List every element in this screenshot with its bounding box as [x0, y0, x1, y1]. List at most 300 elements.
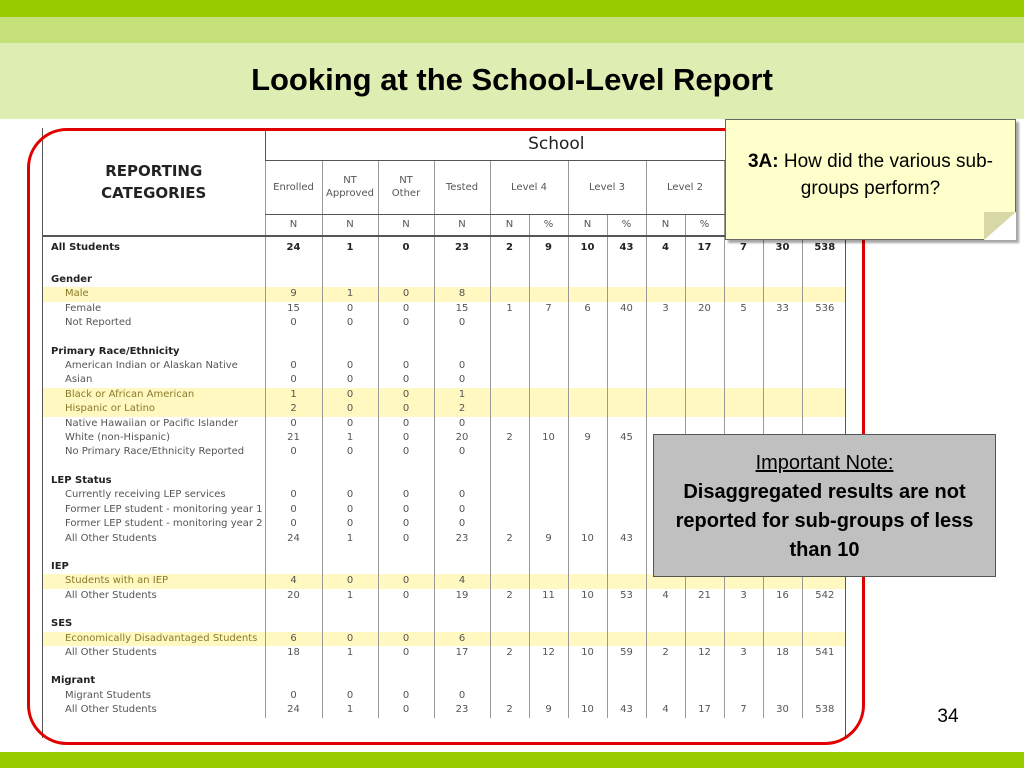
row-label: No Primary Race/Ethnicity Reported [65, 446, 245, 458]
table-cell [685, 373, 724, 387]
row-label: All Other Students [65, 589, 157, 601]
row-label [43, 546, 265, 560]
table-cell: 23 [434, 703, 490, 717]
table-cell: 21 [685, 589, 724, 603]
column-header: Level 4 [490, 160, 568, 214]
table-cell: 0 [378, 532, 434, 546]
table-cell [265, 474, 322, 488]
spacer-row [43, 603, 846, 617]
table-cell: 0 [378, 445, 434, 459]
table-cell [802, 402, 846, 416]
table-cell: 3 [724, 589, 763, 603]
table-cell: 0 [322, 388, 378, 402]
table-cell: 0 [434, 503, 490, 517]
table-cell [685, 259, 724, 273]
table-cell [607, 460, 646, 474]
row-label: Economically Disadvantaged Students [43, 632, 265, 646]
table-cell [568, 560, 607, 574]
table-cell: 40 [607, 302, 646, 316]
row-label [43, 660, 265, 674]
table-row [43, 589, 846, 603]
table-row [43, 302, 846, 316]
table-cell [568, 617, 607, 631]
table-cell [724, 388, 763, 402]
table-cell [529, 445, 568, 459]
table-cell [685, 417, 724, 431]
table-cell [724, 345, 763, 359]
table-cell [646, 402, 685, 416]
table-cell [529, 632, 568, 646]
column-header: Enrolled [265, 160, 322, 214]
table-cell [490, 287, 529, 301]
table-cell [265, 259, 322, 273]
row-label: All Other Students [65, 532, 157, 544]
table-cell [607, 402, 646, 416]
table-cell: 1 [322, 287, 378, 301]
table-cell [607, 316, 646, 330]
table-row [43, 674, 846, 688]
table-cell [490, 674, 529, 688]
row-label: Male [43, 287, 265, 301]
table-cell: 10 [529, 431, 568, 445]
table-cell [802, 632, 846, 646]
table-cell: 0 [378, 589, 434, 603]
row-label: Primary Race/Ethnicity [51, 345, 180, 357]
table-cell [802, 617, 846, 631]
table-cell [607, 474, 646, 488]
table-cell [724, 273, 763, 287]
table-cell: 0 [322, 632, 378, 646]
table-cell: 0 [265, 689, 322, 703]
table-cell [607, 345, 646, 359]
table-cell: 4 [265, 574, 322, 588]
row-label: American Indian or Alaskan Native [65, 360, 238, 372]
table-cell: 2 [490, 589, 529, 603]
note-title: Important Note: [755, 452, 894, 474]
table-cell: 1 [490, 302, 529, 316]
table-cell [607, 331, 646, 345]
table-cell: 43 [607, 532, 646, 546]
sub-header: N [265, 214, 322, 236]
table-cell [763, 660, 802, 674]
top-light-band [0, 17, 1024, 43]
table-cell [763, 373, 802, 387]
table-cell [490, 417, 529, 431]
top-green-band [0, 0, 1024, 17]
table-cell [265, 273, 322, 287]
table-cell: 0 [322, 574, 378, 588]
row-label [43, 259, 265, 273]
table-row [43, 316, 846, 330]
table-cell [490, 273, 529, 287]
table-cell [529, 316, 568, 330]
table-cell: 9 [529, 703, 568, 717]
table-cell [434, 460, 490, 474]
table-cell [529, 273, 568, 287]
table-cell [322, 560, 378, 574]
table-cell [378, 259, 434, 273]
table-cell [490, 689, 529, 703]
table-row [43, 632, 846, 646]
table-cell [529, 546, 568, 560]
table-cell: 0 [434, 488, 490, 502]
sub-header: N [646, 214, 685, 236]
table-cell [265, 660, 322, 674]
table-cell [724, 359, 763, 373]
table-cell: 0 [434, 517, 490, 531]
school-heading: School [265, 128, 846, 160]
table-cell: 0 [378, 488, 434, 502]
table-cell [568, 445, 607, 459]
spacer-row [43, 660, 846, 674]
table-cell [568, 674, 607, 688]
table-cell: 2 [434, 402, 490, 416]
callout-text: How did the various sub-groups perform? [783, 151, 993, 199]
table-cell: 0 [378, 359, 434, 373]
table-cell: 0 [265, 488, 322, 502]
table-cell [529, 259, 568, 273]
table-cell [568, 517, 607, 531]
table-cell: 0 [322, 373, 378, 387]
table-cell [434, 660, 490, 674]
table-cell: 20 [434, 431, 490, 445]
row-label: Native Hawaiian or Pacific Islander [65, 417, 239, 429]
table-cell [763, 632, 802, 646]
row-label: White (non-Hispanic) [65, 432, 171, 444]
table-cell [490, 388, 529, 402]
table-cell: 6 [568, 302, 607, 316]
table-cell [322, 546, 378, 560]
table-cell: 0 [378, 402, 434, 416]
table-cell [490, 617, 529, 631]
table-cell [802, 316, 846, 330]
table-cell [529, 603, 568, 617]
table-cell [378, 345, 434, 359]
row-label: Migrant [51, 675, 96, 687]
table-cell [529, 503, 568, 517]
table-row [43, 287, 846, 301]
table-cell [685, 273, 724, 287]
table-cell [724, 287, 763, 301]
table-cell: 2 [490, 646, 529, 660]
table-cell [802, 259, 846, 273]
table-cell [607, 373, 646, 387]
table-cell [646, 388, 685, 402]
row-label: Hispanic or Latino [43, 402, 265, 416]
table-cell [607, 674, 646, 688]
table-cell [763, 417, 802, 431]
table-cell: 0 [378, 503, 434, 517]
table-cell [802, 345, 846, 359]
table-cell [490, 373, 529, 387]
table-cell [265, 674, 322, 688]
table-cell [685, 345, 724, 359]
table-cell [802, 603, 846, 617]
spacer-row [43, 331, 846, 345]
table-cell [607, 503, 646, 517]
spacer-row [43, 259, 846, 273]
table-cell: 10 [568, 236, 607, 259]
table-cell [490, 574, 529, 588]
table-row [43, 273, 846, 287]
table-cell [434, 259, 490, 273]
table-cell: 538 [802, 703, 846, 717]
table-cell [724, 402, 763, 416]
row-label: Migrant Students [65, 689, 152, 701]
table-cell: 0 [265, 417, 322, 431]
table-cell [434, 331, 490, 345]
table-cell [490, 632, 529, 646]
table-cell [646, 273, 685, 287]
table-cell: 4 [434, 574, 490, 588]
table-cell [724, 632, 763, 646]
row-label: Black or African American [43, 388, 265, 402]
table-cell [322, 474, 378, 488]
table-cell [490, 660, 529, 674]
table-cell [490, 259, 529, 273]
table-cell: 0 [322, 503, 378, 517]
table-cell [490, 345, 529, 359]
table-cell [568, 503, 607, 517]
table-cell: 5 [724, 302, 763, 316]
table-row [43, 373, 846, 387]
table-cell: 0 [434, 316, 490, 330]
table-cell: 10 [568, 532, 607, 546]
sub-header: N [322, 214, 378, 236]
table-cell [685, 316, 724, 330]
table-cell: 45 [607, 431, 646, 445]
table-cell: 9 [265, 287, 322, 301]
table-cell [265, 560, 322, 574]
table-cell [434, 474, 490, 488]
table-cell: 0 [434, 359, 490, 373]
table-cell [607, 417, 646, 431]
row-label: Former LEP student - monitoring year 1 [65, 503, 263, 515]
table-cell: 0 [434, 417, 490, 431]
table-cell [568, 660, 607, 674]
table-cell [568, 273, 607, 287]
sub-header: % [607, 214, 646, 236]
table-cell [724, 417, 763, 431]
table-cell [607, 546, 646, 560]
table-cell [529, 660, 568, 674]
column-header: Tested [434, 160, 490, 214]
table-cell [529, 674, 568, 688]
table-cell [529, 373, 568, 387]
sub-header: % [685, 214, 724, 236]
table-cell [646, 417, 685, 431]
table-cell [802, 373, 846, 387]
table-cell [646, 316, 685, 330]
table-cell [378, 660, 434, 674]
row-label: Former LEP student - monitoring year 2 [65, 518, 263, 530]
table-cell: 541 [802, 646, 846, 660]
table-cell [607, 603, 646, 617]
table-cell [568, 460, 607, 474]
page-number: 34 [937, 706, 959, 727]
table-cell: 0 [265, 445, 322, 459]
table-cell: 1 [265, 388, 322, 402]
table-row [43, 703, 846, 717]
table-cell: 0 [322, 517, 378, 531]
table-cell: 1 [322, 589, 378, 603]
column-header: Level 3 [568, 160, 646, 214]
table-cell: 0 [265, 359, 322, 373]
row-label: Students with an IEP [43, 574, 265, 588]
table-cell [685, 402, 724, 416]
table-cell [724, 689, 763, 703]
table-cell [763, 388, 802, 402]
table-cell: 0 [434, 373, 490, 387]
sub-header: N [568, 214, 607, 236]
table-cell [724, 660, 763, 674]
table-cell [763, 273, 802, 287]
table-cell [322, 345, 378, 359]
table-cell [646, 603, 685, 617]
table-cell: 1 [322, 703, 378, 717]
table-cell [265, 331, 322, 345]
table-cell [685, 603, 724, 617]
table-cell [646, 617, 685, 631]
table-cell [568, 402, 607, 416]
table-cell [378, 474, 434, 488]
table-cell [378, 546, 434, 560]
table-cell [646, 259, 685, 273]
table-cell [529, 560, 568, 574]
table-cell [529, 331, 568, 345]
table-cell: 0 [378, 646, 434, 660]
table-cell [568, 287, 607, 301]
table-cell: 23 [434, 236, 490, 259]
table-cell [568, 689, 607, 703]
table-cell [568, 316, 607, 330]
table-cell [646, 345, 685, 359]
row-label: Not Reported [65, 317, 132, 329]
table-cell [434, 617, 490, 631]
table-cell [529, 460, 568, 474]
table-cell: 1 [434, 388, 490, 402]
table-cell [568, 345, 607, 359]
table-cell [434, 273, 490, 287]
table-cell [265, 603, 322, 617]
table-cell [607, 273, 646, 287]
table-cell [802, 273, 846, 287]
table-cell [490, 331, 529, 345]
table-cell [607, 617, 646, 631]
table-cell: 536 [802, 302, 846, 316]
table-cell [763, 259, 802, 273]
table-cell [378, 460, 434, 474]
table-cell: 0 [378, 287, 434, 301]
table-cell: 4 [646, 589, 685, 603]
table-cell [490, 474, 529, 488]
row-label: IEP [51, 560, 69, 572]
sub-header: % [529, 214, 568, 236]
table-cell [529, 287, 568, 301]
table-cell [265, 617, 322, 631]
table-cell [568, 331, 607, 345]
table-cell: 6 [434, 632, 490, 646]
table-cell [434, 546, 490, 560]
table-cell: 0 [378, 373, 434, 387]
table-cell [378, 617, 434, 631]
table-cell [646, 359, 685, 373]
table-cell [490, 359, 529, 373]
table-cell [568, 417, 607, 431]
table-cell [685, 674, 724, 688]
table-cell [265, 345, 322, 359]
table-row [43, 402, 846, 416]
table-cell [607, 632, 646, 646]
table-cell: 0 [265, 517, 322, 531]
table-cell: 0 [378, 574, 434, 588]
table-cell: 20 [265, 589, 322, 603]
table-cell [685, 632, 724, 646]
table-cell [607, 660, 646, 674]
callout-label: 3A: [747, 151, 779, 172]
table-cell: 0 [265, 373, 322, 387]
table-cell [568, 546, 607, 560]
row-label [43, 603, 265, 617]
table-cell [607, 560, 646, 574]
table-cell: 1 [322, 236, 378, 259]
table-cell: 0 [434, 445, 490, 459]
table-cell [322, 259, 378, 273]
table-cell: 9 [529, 236, 568, 259]
sub-header: N [490, 214, 529, 236]
table-cell [724, 331, 763, 345]
table-cell: 1 [322, 532, 378, 546]
table-cell [802, 359, 846, 373]
table-cell [607, 574, 646, 588]
table-cell: 17 [685, 703, 724, 717]
table-cell [802, 660, 846, 674]
table-cell [724, 603, 763, 617]
table-cell [685, 660, 724, 674]
table-cell: 0 [322, 302, 378, 316]
table-cell [490, 402, 529, 416]
table-cell: 24 [265, 703, 322, 717]
table-cell [490, 603, 529, 617]
table-cell [685, 689, 724, 703]
table-cell [568, 632, 607, 646]
column-header: NT Other [378, 160, 434, 214]
row-label [43, 460, 265, 474]
column-header: Level 2 [646, 160, 724, 214]
table-cell: 0 [322, 445, 378, 459]
table-cell [568, 373, 607, 387]
table-cell: 24 [265, 532, 322, 546]
table-cell [607, 287, 646, 301]
table-cell [490, 316, 529, 330]
table-cell [265, 460, 322, 474]
table-cell [763, 603, 802, 617]
table-cell [646, 660, 685, 674]
table-cell [763, 689, 802, 703]
table-cell [434, 603, 490, 617]
table-cell: 9 [529, 532, 568, 546]
slide-title: Looking at the School-Level Report [251, 62, 773, 97]
table-cell [685, 359, 724, 373]
table-cell: 2 [646, 646, 685, 660]
table-cell [490, 488, 529, 502]
table-cell [724, 316, 763, 330]
table-cell: 23 [434, 532, 490, 546]
table-cell: 2 [265, 402, 322, 416]
table-cell: 9 [568, 431, 607, 445]
table-cell: 0 [378, 316, 434, 330]
table-cell: 0 [322, 402, 378, 416]
